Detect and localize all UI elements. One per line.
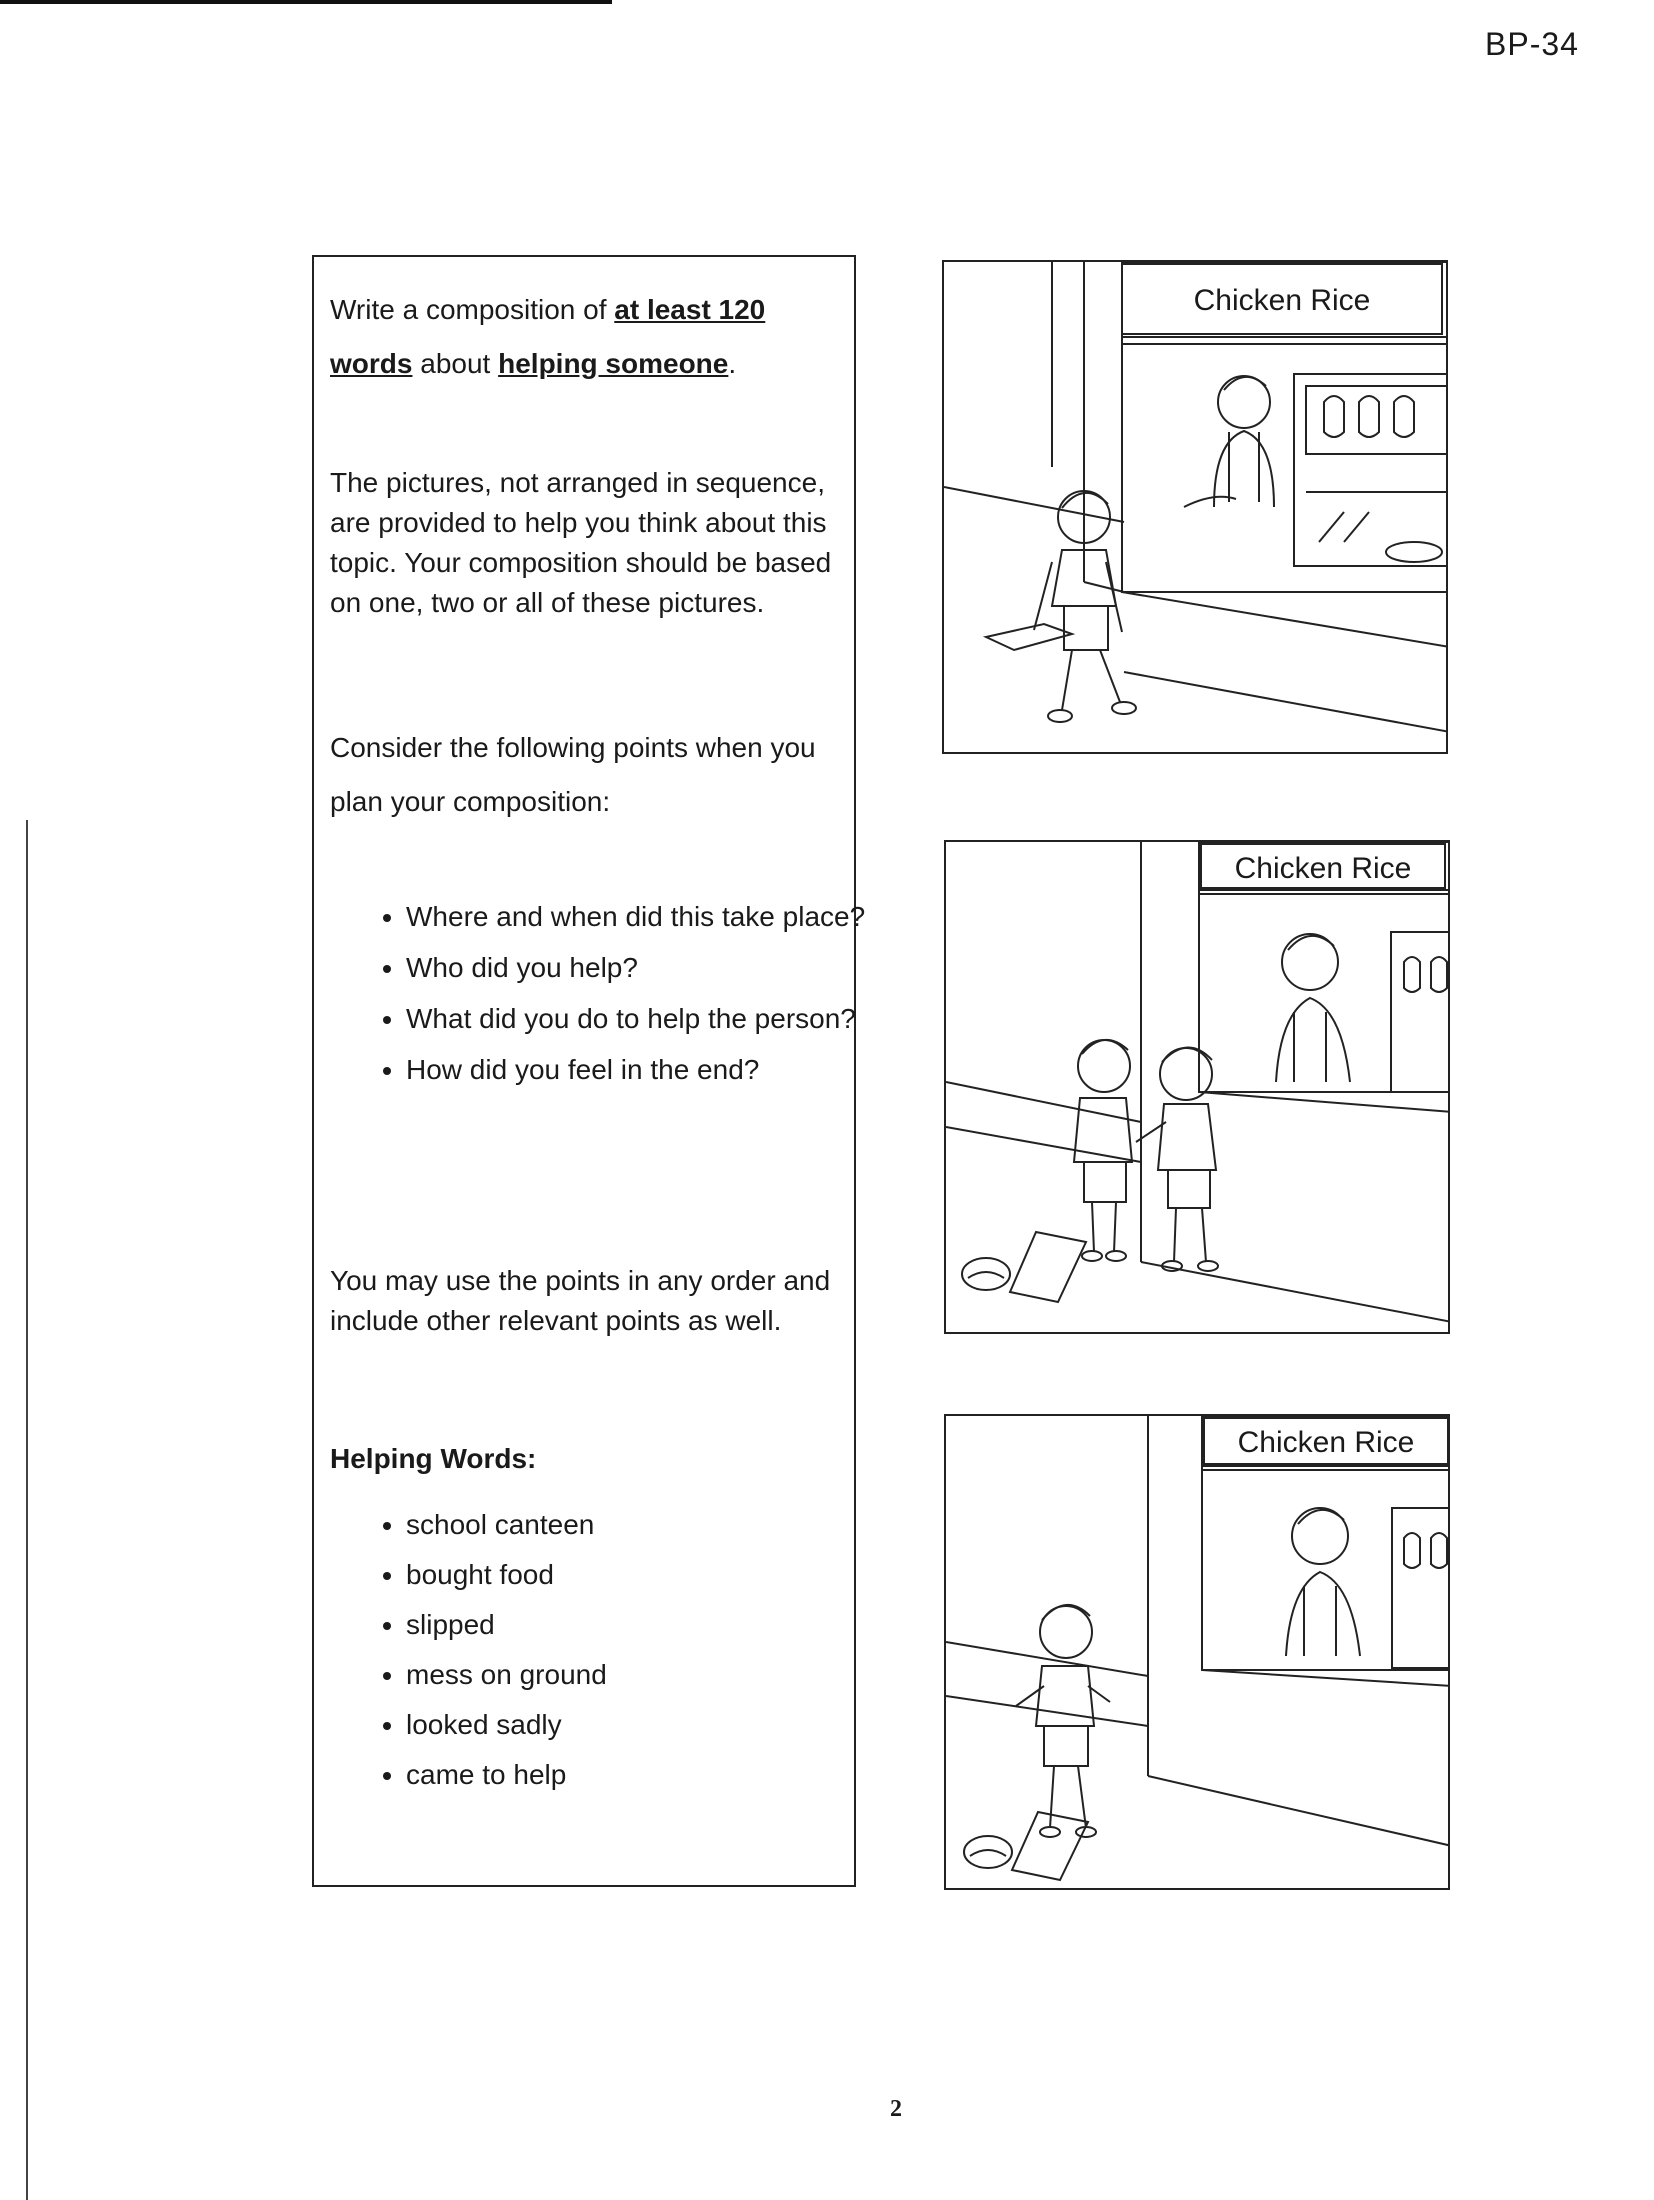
list-item: • How did you feel in the end?: [406, 1050, 906, 1090]
picture-3: [944, 1414, 1450, 1890]
task-box: [312, 255, 866, 1887]
consider-intro: Consider the following points when you plan your composition:: [330, 732, 816, 817]
list-item: • slipped: [406, 1600, 906, 1650]
list-item: • Where and when did this take place?: [406, 897, 906, 937]
list-item: • mess on ground: [406, 1650, 906, 1700]
list-item: • What did you do to help the person?: [406, 999, 906, 1039]
canteen-scene-illustration: [946, 1416, 1450, 1890]
picture-2: [944, 840, 1450, 1334]
list-item: • school canteen: [406, 1500, 906, 1550]
left-margin-rule: [26, 820, 28, 2200]
stall-sign: Chicken Rice: [1193, 284, 1371, 317]
topic-emphasis: helping someone: [498, 348, 729, 379]
word-count-emphasis: at least 120 words: [330, 294, 766, 379]
stall-sign: Chicken Rice: [1237, 1426, 1415, 1459]
intro-text: .: [728, 348, 737, 379]
page-number: 2: [890, 2096, 902, 2122]
canteen-scene-illustration: [946, 842, 1450, 1334]
intro-text: Write a composition of: [330, 294, 615, 325]
order-note: You may use the points in any order and include other relevant points as well.: [330, 1265, 831, 1336]
stall-sign: Chicken Rice: [1234, 852, 1412, 885]
list-item: • bought food: [406, 1550, 906, 1600]
points-list: [342, 897, 906, 1101]
list-item: • came to help: [406, 1750, 906, 1800]
picture-1: [942, 260, 1448, 754]
pictures-note: The pictures, not arranged in sequence, are provided to help you think about this topic. Your composition should be based on one, two or all of these pictures.: [330, 467, 832, 618]
canteen-scene-illustration: [944, 262, 1448, 754]
document-code: BP-34: [1485, 26, 1579, 62]
top-rule: [0, 0, 612, 4]
helping-words-list: [342, 1500, 906, 1800]
list-item: • looked sadly: [406, 1700, 906, 1750]
intro-text: about: [412, 348, 499, 379]
list-item: • Who did you help?: [406, 948, 906, 988]
task-intro: [330, 283, 840, 391]
helping-words-heading: Helping Words:: [330, 1443, 537, 1474]
